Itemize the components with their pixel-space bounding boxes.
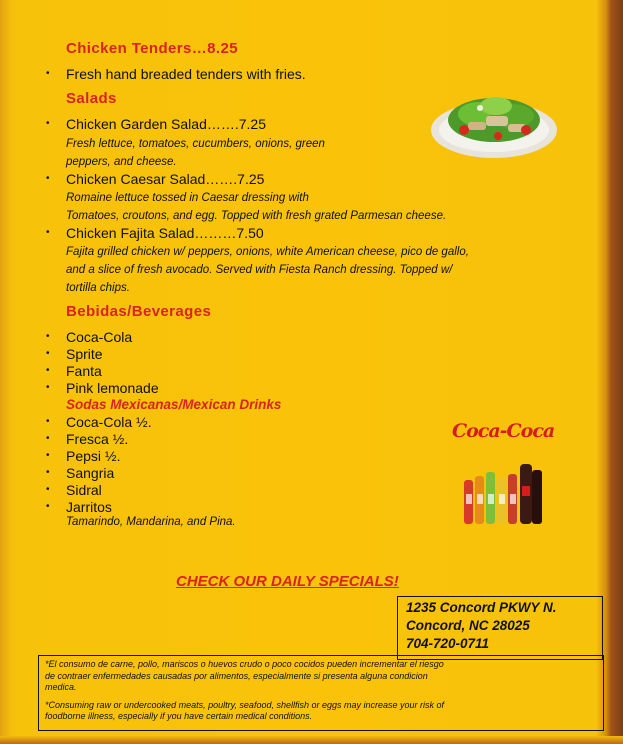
address-line: Concord, NC 28025 bbox=[406, 618, 530, 633]
salad-item-desc: Romaine lettuce tossed in Caesar dressing with Tomatoes, croutons, and egg. Topped with fresh grated Parmesan cheese. bbox=[66, 192, 447, 222]
bullet: • bbox=[46, 118, 50, 129]
salad-item-desc: Fresh lettuce, tomatoes, cucumbers, onions, green peppers, and cheese. bbox=[66, 138, 325, 168]
bullet: • bbox=[46, 382, 50, 393]
bullet: • bbox=[46, 433, 50, 444]
beverage-item: Sprite bbox=[66, 346, 103, 362]
beverage-item: Fanta bbox=[66, 363, 102, 379]
beverages-heading: Bebidas/Beverages bbox=[66, 303, 212, 320]
bullet: • bbox=[46, 365, 50, 376]
jarritos-flavors: Tamarindo, Mandarina, and Pina. bbox=[66, 516, 236, 528]
mexican-drink-item: Coca-Cola ½. bbox=[66, 414, 152, 430]
bullet: • bbox=[46, 331, 50, 342]
bullet: • bbox=[46, 68, 50, 79]
beverage-item: Pink lemonade bbox=[66, 380, 159, 396]
address-line: 1235 Concord PKWY N. bbox=[406, 600, 557, 615]
bullet: • bbox=[46, 173, 50, 184]
mexican-drink-item: Sangria bbox=[66, 465, 115, 481]
mexican-drink-item: Sidral bbox=[66, 482, 102, 498]
tenders-item: Fresh hand breaded tenders with fries. bbox=[66, 66, 306, 82]
coke-logo: Coca-Coca bbox=[452, 420, 555, 442]
daily-specials-link[interactable]: CHECK OUR DAILY SPECIALS! bbox=[176, 573, 399, 590]
page-bottom-edge bbox=[0, 736, 623, 744]
beverage-item: Coca-Cola bbox=[66, 329, 133, 345]
salad-item-desc: Fajita grilled chicken w/ peppers, onions, white American cheese, pico de gallo, and a slice of fresh avocado. Served with Fiesta Ranch dressing. Topped w/ tortilla chips. bbox=[66, 246, 469, 294]
tenders-heading: Chicken Tenders…8.25 bbox=[66, 40, 238, 57]
salad-image bbox=[428, 86, 560, 162]
bullet: • bbox=[46, 450, 50, 461]
address-box bbox=[397, 596, 603, 660]
mexican-drink-item: Pepsi ½. bbox=[66, 448, 121, 464]
salads-heading: Salads bbox=[66, 90, 117, 107]
soda-bottles-image bbox=[458, 450, 550, 532]
page-left-edge bbox=[0, 0, 18, 744]
salad-item-name: Chicken Caesar Salad…….7.25 bbox=[66, 171, 265, 187]
salad-item-name: Chicken Garden Salad…….7.25 bbox=[66, 116, 266, 132]
bullet: • bbox=[46, 467, 50, 478]
mexican-drinks-heading: Sodas Mexicanas/Mexican Drinks bbox=[66, 397, 282, 412]
bullet: • bbox=[46, 484, 50, 495]
bullet: • bbox=[46, 227, 50, 238]
mexican-drink-item: Jarritos bbox=[66, 499, 112, 515]
bullet: • bbox=[46, 348, 50, 359]
mexican-drink-item: Fresca ½. bbox=[66, 431, 129, 447]
phone-number[interactable]: 704-720-0711 bbox=[406, 636, 490, 651]
consumption-warning-box: *El consumo de carne, pollo, mariscos o huevos crudo o poco cocidos pueden incrementar el riesgo de contraer enfermedades causadas por alimentos, especialmente si presenta alguna condicion medica. *Consuming raw or undercooked meats, poultry, seafood, shellfish or eggs may increase your risk of foodborne illness, especially if you have certain medical conditions. bbox=[38, 655, 604, 731]
bullet: • bbox=[46, 501, 50, 512]
salad-item-name: Chicken Fajita Salad………7.50 bbox=[66, 225, 264, 241]
bullet: • bbox=[46, 416, 50, 427]
